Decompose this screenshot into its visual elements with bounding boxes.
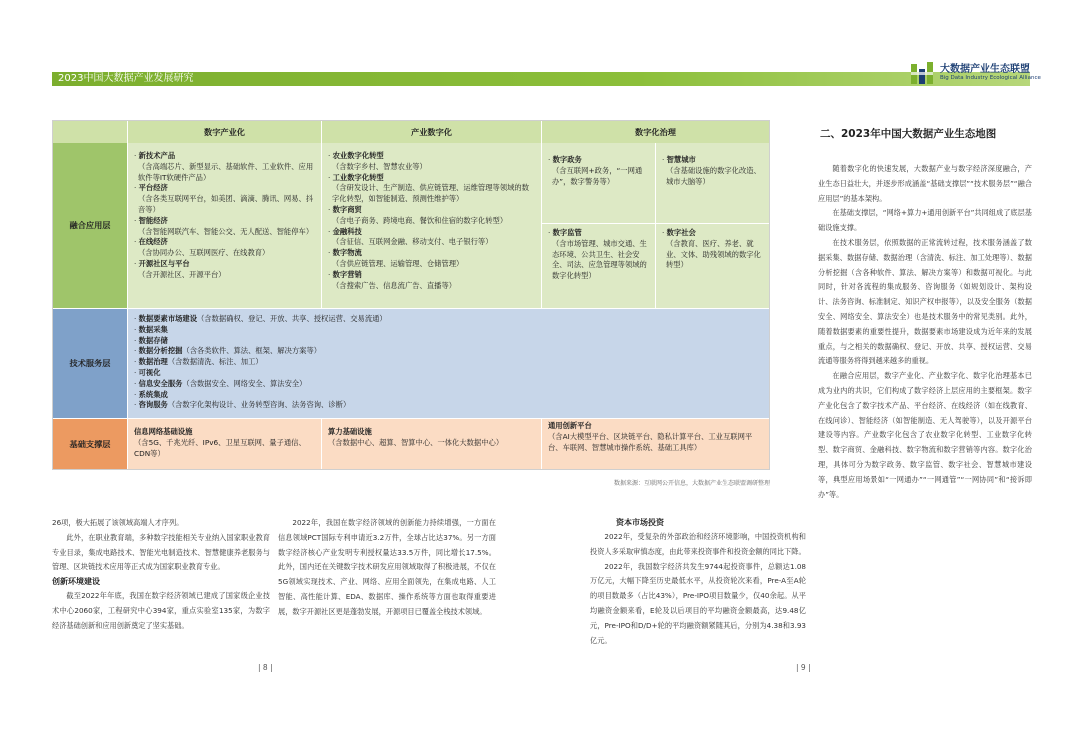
list-item: · 新技术产品 （含高端芯片、新型显示、基础软件、工业软件、应用软件等IT软硬件产品）: [134, 151, 314, 182]
paragraph: 此外，在职业教育端，多种数字技能相关专业纳入国家职业教育专业目录，集成电路技术、智能光电制造技术、智慧健康养老服务与管理、区块链技术应用等正式成为国家职业教育专业。: [52, 532, 270, 572]
paragraph: 2022年，受复杂的外部政治和经济环境影响，中国投资机构和投资人多采取审慎态度，由此带来投资事件和投资金额的同比下降。: [590, 532, 806, 556]
list-item: · 金融科技 （含征信、互联网金融、移动支付、电子银行等）: [328, 226, 493, 247]
data-source-note: 数据来源：互联网公开信息，大数据产业生态联盟调研整理: [613, 480, 770, 487]
list-item: · 开源社区与平台 （含开源社区、开源平台）: [134, 258, 226, 279]
governance-cell-2: [655, 143, 769, 223]
paragraph: 截至2022年年底，我国在数字经济领域已建成了国家级企业技术中心2060家，工程研究中心394家，重点实验室135家，为数字经济基础创新和应用创新奠定了坚实基础。: [52, 591, 270, 630]
list-item: · 数据要素市场建设（含数据确权、登记、开放、共享、授权运营、交易流通）: [134, 314, 387, 323]
list-item: · 数字社会 （含教育、医疗、养老、就业、文体、助残领域的数字化转型）: [662, 228, 761, 270]
report-title: 2023中国大数据产业发展研究: [58, 73, 194, 84]
list-item: · 在线经济 （含协同办公、互联网医疗、在线教育）: [134, 237, 270, 258]
list-item: · 数字商贸 （含电子商务、跨境电商、餐饮和住宿的数字化转型）: [328, 204, 508, 225]
governance-cell-1: [541, 143, 655, 223]
paragraph: 26项，极大拓展了该领域高端人才序列。: [52, 518, 184, 527]
paragraph: 2022年，我国数字经济共发生9744起投资事件，总额达1.08万亿元，大幅下降至历史最低水平，从投资轮次来看，Pre-A至A轮的项目数最多（占比43%），Pre-IPO项目数量少，仅40余起。从平均融资金额来看，E轮及以后项目的平均融资金额最高，达9.48亿元，Pre-IPO和D/D+轮的平均融资额紧随其后，分别为4.38和3.93亿元。: [590, 561, 806, 645]
logo-en: Big Data Industry Ecological Alliance: [940, 75, 1041, 81]
section-title: 二、2023年中国大数据产业生态地图: [820, 128, 997, 140]
subheading: 资本市场投资: [616, 518, 664, 527]
base-cell-compute: 算力基础设施 （含数据中心、超算、智算中心、一体化大数据中心）: [321, 418, 541, 469]
list-item: · 平台经济 （含各类互联网平台，如美团、滴滴、腾讯、网易、抖音等）: [134, 183, 314, 214]
list-item: · 咨询服务（含数字化架构设计、业务转型咨询、法务咨询、诊断）: [134, 400, 351, 410]
header-bar: [52, 72, 1030, 86]
list-item: · 工业数字化转型 （含研发设计、生产制造、供应链管理、运维管理等领域的数字化转型，如智能制造、预测性维护等）: [328, 172, 530, 204]
list-item: · 农业数字化转型 （含数字乡村、智慧农业等）: [328, 151, 427, 171]
paragraph: 2022年，我国在数字经济领域的创新能力持续增强，一方面在信息领域PCT国际专利申请近3.2万件，全球占比达37%。另一方面数字经济核心产业发明专利授权量达33.5万件，同比增长17.5%。此外，国内还在关键数字技术研发应用领域取得了积极进展，不仅在5G领域实现技术、产业、网络、应用全面领先，在集成电路、人工智能、高性能计算、EDA、数据库、操作系统等方面也取得重要进展，数字开源社区更是蓬勃发展，开源项目已覆盖全栈技术领域。: [278, 518, 496, 616]
page-number-right: | 9 |: [796, 663, 811, 672]
base-cell-network: 信息网络基础设施 （含5G、千兆光纤、IPv6、卫星互联网、量子通信、CDN等）: [127, 418, 321, 469]
list-item: · 信息安全服务（含数据安全、网络安全、算法安全）: [134, 378, 307, 388]
list-item: · 数据存储: [134, 335, 168, 345]
tech-services-cell: [127, 308, 769, 418]
list-item: · 数据分析挖掘（含各类软件、算法、框架、解决方案等）: [134, 346, 322, 356]
list-item: · 数字物流 （含供应链管理、运输管理、仓储管理）: [328, 248, 464, 268]
list-item: · 智慧城市 （含基础设施的数字化改造、城市大脑等）: [662, 155, 761, 186]
list-item: · 系统集成: [134, 389, 168, 399]
col-head-governance: 数字化治理: [541, 121, 769, 143]
paragraph: 在基础支撑层，“网络+算力+通用创新平台”共同组成了底层基础设施支撑。: [818, 208, 1032, 233]
corner-cell: [53, 121, 127, 143]
right-column-1: [590, 516, 806, 648]
left-column-2: [278, 516, 496, 620]
governance-cell-4: [655, 223, 769, 308]
left-column-1: [52, 516, 270, 634]
list-item: · 数据治理（含数据清洗、标注、加工）: [134, 357, 263, 367]
paragraph: 在技术服务层，依照数据的正常流转过程，技术服务涵盖了数据采集、数据存储、数据治理（含清洗、标注、加工处理等）、数据分析挖掘（含各种软件、算法、解决方案等）和数据可视化。与此同时，针对各流程的集成服务、咨询服务（如规划设计、架构设计、法务咨询、标准制定、知识产权申报等），以及安全服务（数据安全、网络安全、算法安全）也是技术服务中的常见类别。此外，随着数据要素的重要性提升，数据要素市场建设成为近年来的发展重点，与之相关的数据确权、登记、开放、共享、授权运营、交易流通等服务将得到越来越多的重视。: [818, 237, 1032, 366]
layer-label-tech: 技术服务层: [53, 308, 127, 418]
industrialization-cell: [127, 143, 321, 308]
paragraph: 随着数字化的快速发展，大数据产业与数字经济深度融合，产业生态日益壮大，并逐步形成涵盖“基础支撑层”“技术服务层”“融合应用层”的基本架构。: [818, 164, 1032, 203]
page-number-left: | 8 |: [258, 663, 273, 672]
list-item: · 可视化: [134, 367, 161, 377]
alliance-logo-icon: [910, 60, 936, 86]
layer-label-app: 融合应用层: [53, 143, 127, 308]
ecosystem-map: [52, 120, 770, 470]
logo-cn: 大数据产业生态联盟: [940, 64, 1030, 75]
list-item: · 智能经济 （含智能网联汽车、智能公交、无人配送、智能停车）: [134, 215, 314, 236]
governance-cell-3: [541, 223, 655, 308]
paragraph: 在融合应用层，数字产业化、产业数字化、数字化治理基本已成为业内的共识，它们构成了数字经济上层应用的主要框架。数字产业化包含了数字技术产品、平台经济、在线经济（如在线教育、在线问诊）、智能经济（如智能制造、无人驾驶等），以及开源平台建设等内容。产业数字化包含了农业数字化转型、工业数字化转型、数字商贸、金融科技、数字物流和数字营销等内容。数字化治理，具体可分为数字政务、数字监管、数字社会、智慧城市建设等，典型应用场景如“一网通办”“一网通管”“一网协同”和“接诉即办”等。: [818, 371, 1032, 499]
col-head-industrialization: 数字产业化: [127, 121, 321, 143]
col-head-digitalization: 产业数字化: [321, 121, 541, 143]
list-item: · 数字监管 （含市场管理、城市交通、生态环境、公共卫生、社会安全、司法、应急管理等领域的数字化转型）: [548, 228, 647, 281]
digitalization-cell: [321, 143, 541, 308]
subheading: 创新环境建设: [52, 577, 100, 587]
list-item: · 数据采集: [134, 324, 168, 334]
list-item: · 数字政务 （含互联网+政务，“一网通办”，数字警务等）: [548, 155, 643, 186]
right-column-2: [818, 162, 1032, 502]
alliance-logo: [908, 58, 1041, 88]
base-cell-platform: 通用创新平台 （含AI大模型平台、区块链平台、隐私计算平台、工业互联网平台、车联网、智慧城市操作系统、基础工具库）: [541, 418, 769, 469]
list-item: · 数字营销 （含搜索广告、信息流广告、直播等）: [328, 269, 457, 290]
layer-label-base: 基础支撑层: [53, 418, 127, 469]
